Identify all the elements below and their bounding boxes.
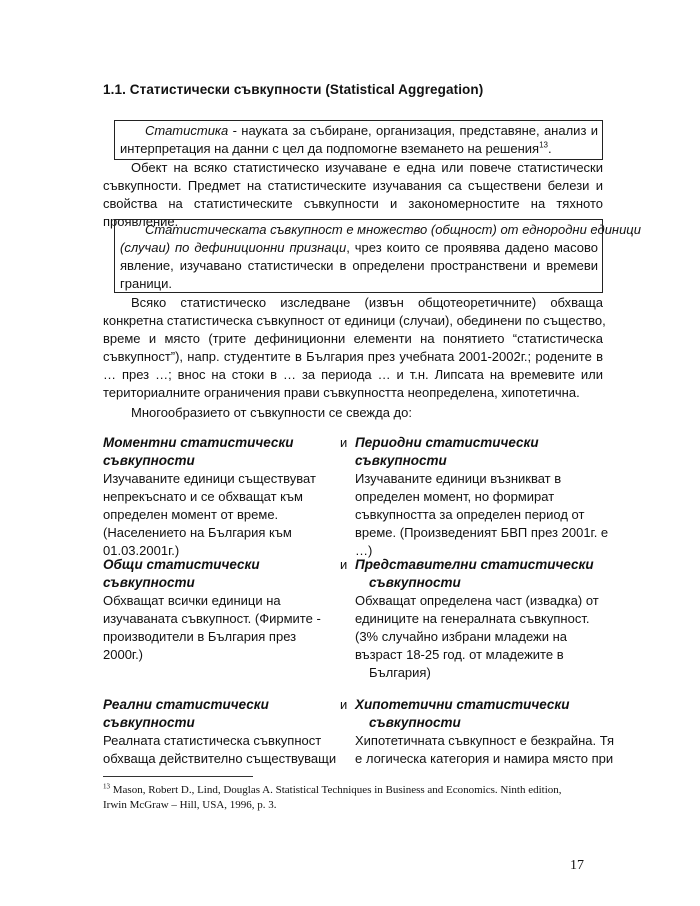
type-description: определен момент от време. <box>103 507 279 522</box>
conjunction: и <box>340 697 348 712</box>
left-column-general <box>103 556 343 664</box>
footnote <box>103 783 613 813</box>
type-title: Периодни статистически съвкупности <box>355 435 539 468</box>
footnote-ref[interactable]: 13 <box>539 140 548 150</box>
paragraph-line: Обект на всяко статистическо изучаване е една или повече статистически <box>131 160 603 175</box>
definition-statistics <box>120 122 598 158</box>
paragraph-line: съвкупност”), напр. студентите в България през учебната 2001-2002г.; родените в <box>103 349 603 364</box>
paragraph-variety <box>131 404 601 422</box>
type-description: 01.03.2001г.) <box>103 543 180 558</box>
type-description: време. (Произведеният БВП през 2001г. е <box>355 525 609 540</box>
left-column-moment <box>103 434 343 560</box>
type-title: Хипотетични статистически <box>355 697 570 712</box>
paragraph-line: конкретна статистическа съвкупност от единици (случаи), обединени по същество, <box>103 313 606 328</box>
right-column-representative <box>355 556 615 682</box>
type-description: (Населението на България към <box>103 525 292 540</box>
type-description: Обхващат определена част (извадка) от <box>355 593 599 608</box>
type-description: непрекъснато и се обхващат към <box>103 489 303 504</box>
type-title: съвкупности <box>369 575 461 590</box>
paragraph-line: свойства на статистическите съвкупности и закономерностите на тяхното <box>103 196 603 211</box>
type-title: Реални статистически <box>103 697 269 712</box>
definition-statistics-term: Статистика <box>145 123 229 138</box>
type-description: Обхващат всички единици на <box>103 593 281 608</box>
definition-aggregation <box>120 221 641 293</box>
type-description: 2000г.) <box>103 647 144 662</box>
left-column-real <box>103 696 343 768</box>
definition-aggregation-ital: (случаи) по дефиниционни признаци <box>120 240 347 255</box>
section-heading: 1.1. Статистически съвкупности (Statistical Aggregation) <box>103 82 484 97</box>
type-description: Реалната статистическа съвкупност <box>103 733 322 748</box>
type-description: възраст 18-25 год. от младежите в <box>355 647 564 662</box>
type-description: Изучаваните единици съществуват <box>103 471 316 486</box>
definition-statistics-line2 <box>120 140 598 158</box>
right-column-period <box>355 434 615 560</box>
definition-statistics-line1 <box>120 122 598 140</box>
type-title: съвкупности <box>369 715 461 730</box>
type-description: изучаваната съвкупност. (Фирмите - <box>103 611 321 626</box>
type-description: определен момент, но формират <box>355 489 555 504</box>
type-description: Хипотетичната съвкупност е безкрайна. Тя <box>355 733 615 748</box>
type-description: единиците на генералната съвкупност. <box>355 611 590 626</box>
definition-aggregation-line1: Статистическата съвкупност е множество (общност) от еднородни единици <box>145 222 641 237</box>
type-description: съвкупността за определен период от <box>355 507 585 522</box>
type-description: България) <box>369 665 431 680</box>
type-title: Представителни статистически <box>355 557 594 572</box>
page-number: 17 <box>570 858 584 873</box>
footnote-text: Mason, Robert D., Lind, Douglas A. Statistical Techniques in Business and Economics. Ninth edition, <box>110 784 562 796</box>
definition-aggregation-rest: , чрез които се проявява дадено масово <box>346 240 598 255</box>
paragraph-line: съвкупности. Предмет на статистическите изучавания са съществени белези и <box>103 178 603 193</box>
footnote-number: 13 <box>103 782 110 791</box>
paragraph-line: време и място (трите дефиниционни елементи на понятието “статистическа <box>103 331 603 346</box>
conjunction: и <box>340 435 348 450</box>
definition-aggregation-line4: граници. <box>120 276 172 291</box>
paragraph-line: Всяко статистическо изследване (извън общотеоретичните) обхваща <box>131 295 603 310</box>
type-title: съвкупности <box>103 715 195 730</box>
paragraph-line: … през …; внос на стоки в … за периода … и т.н. Липсата на времевите или <box>103 367 603 382</box>
type-title: съвкупности <box>103 453 195 468</box>
type-title: съвкупности <box>103 575 195 590</box>
definition-aggregation-line3: явление, изучавано статистически в определени пространствени и времеви <box>120 258 598 273</box>
paragraph-line: Многообразието от съвкупности се свежда до: <box>131 405 412 420</box>
paragraph-research <box>103 294 606 402</box>
type-description: е логическа категория и намира място при <box>355 751 614 766</box>
footnote-line1 <box>103 783 613 798</box>
right-column-hypothetical <box>355 696 617 768</box>
definition-statistics-period: . <box>547 141 552 156</box>
definition-statistics-text: - науката за събиране, организация, представяне, анализ и <box>228 123 598 138</box>
type-description: Изучаваните единици възникват в <box>355 471 562 486</box>
footnote-separator <box>103 776 253 777</box>
type-description: …) <box>355 543 373 558</box>
type-description: производители в България през <box>103 629 297 644</box>
type-description: обхваща действително съществуващи <box>103 751 337 766</box>
type-title: Моментни статистически <box>103 435 294 450</box>
footnote-line2: Irwin McGraw – Hill, USA, 1996, p. 3. <box>103 799 277 811</box>
type-title: Общи статистически <box>103 557 260 572</box>
type-description: (3% случайно избрани младежи на <box>355 629 568 644</box>
paragraph-line: проявление. <box>103 214 179 229</box>
definition-statistics-text2: интерпретация на данни с цел да подпомогне вземането на решения <box>120 141 540 156</box>
conjunction: и <box>340 557 348 572</box>
definition-aggregation-line2 <box>120 239 598 257</box>
paragraph-line: териториалните ограничения прави съвкупността неопределена, хипотетична. <box>103 385 580 400</box>
